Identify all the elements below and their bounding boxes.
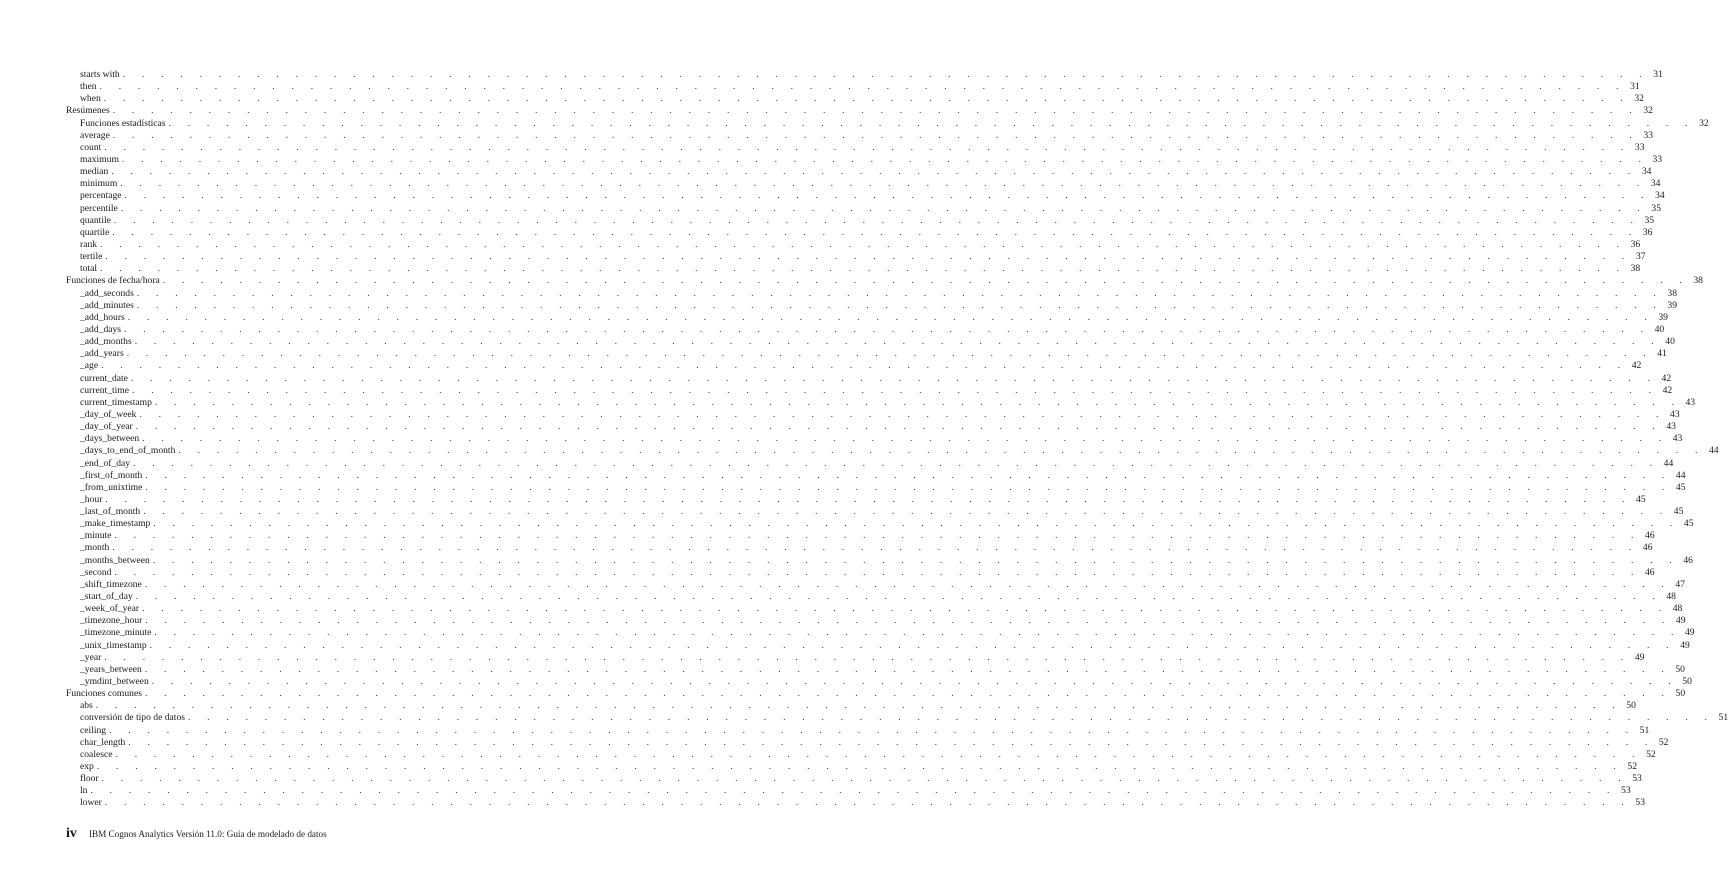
toc-entry[interactable] [66, 736, 1669, 749]
toc-leader-dots: . . . . . . . . . . . . . . . . . . . . . . . . . . . . . . . . . . . . . . . . . . . . . . . . . . . . . . . . . . . . . . . . . . . . . . . . . . . . . . . . [104, 651, 1631, 663]
toc-entry-page: 34 [1641, 166, 1652, 178]
toc-entry-label: _add_months [80, 336, 132, 348]
toc-leader-dots: . . . . . . . . . . . . . . . . . . . . . . . . . . . . . . . . . . . . . . . . . . . . . . . . . . . . . . . . . . . . . . . . . . . . . . . . . . . . . . . . [136, 287, 1663, 299]
toc-entry[interactable] [66, 238, 1641, 251]
toc-leader-dots: . . . . . . . . . . . . . . . . . . . . . . . . . . . . . . . . . . . . . . . . . . . . . . . . . . . . . . . . . . . . . . . . . . . . . . . . . . . . . . . . [142, 603, 1669, 615]
toc-entry-page: 49 [1680, 639, 1690, 651]
toc-entry[interactable] [66, 396, 1696, 409]
toc-leader-dots: . . . . . . . . . . . . . . . . . . . . . . . . . . . . . . . . . . . . . . . . . . . . . . . . . . . . . . . . . . . . . . . . . . . . . . . . . . . . . . . . [124, 190, 1651, 202]
toc-entry-label: when [80, 93, 101, 105]
toc-entry[interactable] [66, 190, 1665, 202]
toc-entry-label: minimum [80, 178, 118, 190]
toc-leader-dots: . . . . . . . . . . . . . . . . . . . . . . . . . . . . . . . . . . . . . . . . . . . . . . . . . . . . . . . . . . . . . . . . . . . . . . . . . . . . . . . . [112, 105, 1639, 117]
toc-entry-label: _month [80, 542, 110, 554]
toc-leader-dots: . . . . . . . . . . . . . . . . . . . . . . . . . . . . . . . . . . . . . . . . . . . . . . . . . . . . . . . . . . . . . . . . . . . . . . . . . . . . . . . . [90, 785, 1617, 797]
toc-entry[interactable] [66, 348, 1667, 360]
footer-title: IBM Cognos Analytics Versión 11.0: Guía de modelado de datos [88, 829, 327, 839]
toc-entry-label: _second [80, 566, 112, 578]
toc-entry-page: 31 [1653, 69, 1663, 80]
toc-entry-page: 36 [1642, 226, 1653, 238]
toc-entry-page: 45 [1635, 493, 1646, 505]
toc-entry[interactable] [66, 421, 1676, 433]
toc-entry[interactable] [66, 202, 1661, 215]
toc-entry-label: tertile [80, 251, 103, 263]
toc-entry[interactable] [66, 676, 1692, 688]
toc-entry-label: _ymdint_between [80, 676, 149, 688]
toc-leader-dots: . . . . . . . . . . . . . . . . . . . . . . . . . . . . . . . . . . . . . . . . . . . . . . . . . . . . . . . . . . . . . . . . . . . . . . . . . . . . . . . . [135, 591, 1662, 603]
toc-entry-page: 43 [1670, 408, 1680, 420]
toc-entry[interactable] [66, 178, 1661, 190]
toc-entry-page: 42 [1631, 360, 1642, 372]
toc-leader-dots: . . . . . . . . . . . . . . . . . . . . . . . . . . . . . . . . . . . . . . . . . . . . . . . . . . . . . . . . . . . . . . . . . . . . . . . . . . . . . . . . [144, 688, 1672, 700]
toc-leader-dots: . . . . . . . . . . . . . . . . . . . . . . . . . . . . . . . . . . . . . . . . . . . . . . . . . . . . . . . . . . . . . . . . . . . . . . . . . . . . . . . . [114, 566, 1641, 578]
toc-entry[interactable] [66, 748, 1656, 761]
toc-leader-dots: . . . . . . . . . . . . . . . . . . . . . . . . . . . . . . . . . . . . . . . . . . . . . . . . . . . . . . . . . . . . . . . . . . . . . . . . . . . . . . . . [145, 469, 1672, 481]
toc-entry[interactable] [66, 469, 1686, 482]
toc-leader-dots: . . . . . . . . . . . . . . . . . . . . . . . . . . . . . . . . . . . . . . . . . . . . . . . . . . . . . . . . . . . . . . . . . . . . . . . . . . . . . . . . [149, 639, 1676, 651]
toc-entry-label: rank [80, 238, 98, 250]
toc-entry[interactable] [66, 603, 1683, 615]
toc-entry-page: 48 [1666, 591, 1676, 603]
toc-leader-dots: . . . . . . . . . . . . . . . . . . . . . . . . . . . . . . . . . . . . . . . . . . . . . . . . . . . . . . . . . . . . . . . . . . . . . . . . . . . . . . . . [126, 348, 1653, 360]
toc-entry[interactable] [66, 299, 1677, 312]
toc-entry-label: exp [80, 761, 94, 773]
toc-entry-label: conversión de tipo de datos [80, 712, 185, 724]
toc-entry-label: abs [80, 700, 93, 712]
toc-entry-label: ln [80, 785, 88, 797]
toc-entry-label: char_length [80, 736, 126, 748]
toc-leader-dots: . . . . . . . . . . . . . . . . . . . . . . . . . . . . . . . . . . . . . . . . . . . . . . . . . . . . . . . . . . . . . . . . . . . . . . . . . . . . . . . . [153, 518, 1680, 530]
toc-entry-label: _add_hours [80, 311, 125, 323]
toc-entry[interactable] [66, 360, 1642, 372]
toc-entry[interactable] [66, 578, 1685, 591]
toc-entry-page: 43 [1672, 433, 1683, 445]
toc-leader-dots: . . . . . . . . . . . . . . . . . . . . . . . . . . . . . . . . . . . . . . . . . . . . . . . . . . . . . . . . . . . . . . . . . . . . . . . . . . . . . . . . [127, 311, 1654, 323]
toc-leader-dots: . . . . . . . . . . . . . . . . . . . . . . . . . . . . . . . . . . . . . . . . . . . . . . . . . . . . . . . . . . . . . . . . . . . . . . . . . . . . . . . . [120, 178, 1647, 190]
toc-entry-page: 38 [1630, 263, 1641, 275]
toc-entry[interactable] [66, 639, 1690, 652]
toc-entry[interactable] [66, 129, 1653, 142]
toc-leader-dots: . . . . . . . . . . . . . . . . . . . . . . . . . . . . . . . . . . . . . . . . . . . . . . . . . . . . . . . . . . . . . . . . . . . . . . . . . . . . . . . . [145, 615, 1672, 627]
page-footer [66, 826, 327, 842]
toc-leader-dots: . . . . . . . . . . . . . . . . . . . . . . . . . . . . . . . . . . . . . . . . . . . . . . . . . . . . . . . . . . . . . . . . . . . . . . . . . . . . . . . . [104, 797, 1631, 809]
toc-entry-page: 31 [1630, 81, 1640, 93]
toc-entry[interactable] [66, 700, 1636, 712]
toc-leader-dots: . . . . . . . . . . . . . . . . . . . . . . . . . . . . . . . . . . . . . . . . . . . . . . . . . . . . . . . . . . . . . . . . . . . . . . . . . . . . . . . . [135, 421, 1662, 433]
toc-entry[interactable] [66, 105, 1653, 117]
toc-entry[interactable] [66, 226, 1653, 239]
toc-entry[interactable] [66, 214, 1655, 227]
toc-entry[interactable] [66, 336, 1675, 348]
toc-entry-page: 50 [1675, 688, 1686, 700]
toc-entry-label: _add_days [80, 323, 122, 335]
toc-entry-page: 42 [1661, 372, 1672, 384]
toc-entry-page: 52 [1646, 748, 1656, 760]
toc-entry-label: ceiling [80, 724, 107, 736]
toc-entry-page: 43 [1666, 421, 1676, 433]
toc-leader-dots: . . . . . . . . . . . . . . . . . . . . . . . . . . . . . . . . . . . . . . . . . . . . . . . . . . . . . . . . . . . . . . . . . . . . . . . . . . . . . . . . [152, 554, 1679, 566]
toc-entry[interactable] [66, 493, 1646, 506]
toc-entry-label: _make_timestamp [80, 518, 151, 530]
toc-leader-dots: . . . . . . . . . . . . . . . . . . . . . . . . . . . . . . . . . . . . . . . . . . . . . . . . . . . . . . . . . . . . . . . . . . . . . . . . . . . . . . . . [144, 663, 1671, 675]
toc-entry-label: maximum [80, 153, 119, 165]
toc-entry[interactable] [66, 384, 1673, 397]
toc-entry-page: 46 [1642, 542, 1653, 554]
toc-entry[interactable] [66, 627, 1695, 639]
toc-entry-label: _week_of_year [80, 603, 140, 615]
toc-entry-page: 40 [1665, 336, 1675, 348]
toc-leader-dots: . . . . . . . . . . . . . . . . . . . . . . . . . . . . . . . . . . . . . . . . . . . . . . . . . . . . . . . . . . . . . . . . . . . . . . . . . . . . . . . . [124, 323, 1651, 335]
toc-entry-page: 53 [1632, 773, 1642, 785]
toc-entry[interactable] [66, 724, 1650, 737]
toc-entry-page: 49 [1675, 615, 1686, 627]
page-number: iv [66, 826, 77, 841]
toc-entry-label: _days_to_end_of_month [80, 445, 176, 457]
toc-entry-label: starts with [80, 69, 120, 80]
toc-entry-label: _start_of_day [80, 591, 133, 603]
toc-entry-label: _add_minutes [80, 299, 134, 311]
toc-entry-label: _last_of_month [80, 506, 141, 518]
toc-entry-page: 33 [1643, 129, 1653, 141]
toc-entry-label: current_timestamp [80, 396, 152, 408]
toc-leader-dots: . . . . . . . . . . . . . . . . . . . . . . . . . . . . . . . . . . . . . . . . . . . . . . . . . . . . . . . . . . . . . . . . . . . . . . . . . . . . . . . . [151, 676, 1678, 688]
toc-entry-page: 53 [1621, 785, 1631, 797]
toc-entry[interactable] [66, 773, 1642, 785]
toc-entry[interactable] [66, 408, 1680, 421]
toc-entry[interactable] [66, 263, 1641, 275]
toc-leader-dots: . . . . . . . . . . . . . . . . . . . . . . . . . . . . . . . . . . . . . . . . . . . . . . . . . . . . . . . . . . . . . . . . . . . . . . . . . . . . . . . . [162, 275, 1689, 287]
toc-entry[interactable] [66, 506, 1684, 518]
toc-entry[interactable] [66, 797, 1645, 809]
toc-leader-dots: . . . . . . . . . . . . . . . . . . . . . . . . . . . . . . . . . . . . . . . . . . . . . . . . . . . . . . . . . . . . . . . . . . . . . . . . . . . . . . . . [105, 493, 1632, 505]
toc-entry[interactable] [66, 81, 1640, 93]
toc-entry-label: _hour [80, 493, 103, 505]
toc-entry-label: _from_unixtime [80, 481, 143, 493]
toc-entry-page: 33 [1634, 141, 1645, 153]
toc-leader-dots: . . . . . . . . . . . . . . . . . . . . . . . . . . . . . . . . . . . . . . . . . . . . . . . . . . . . . . . . . . . . . . . . . . . . . . . . . . . . . . . . [154, 396, 1682, 408]
toc-entry-label: quartile [80, 226, 110, 238]
toc-entry-label: percentile [80, 202, 118, 214]
toc-entry-page: 36 [1630, 238, 1641, 250]
toc-leader-dots: . . . . . . . . . . . . . . . . . . . . . . . . . . . . . . . . . . . . . . . . . . . . . . . . . . . . . . . . . . . . . . . . . . . . . . . . . . . . . . . . [101, 773, 1628, 785]
toc-leader-dots: . . . . . . . . . . . . . . . . . . . . . . . . . . . . . . . . . . . . . . . . . . . . . . . . . . . . . . . . . . . . . . . . . . . . . . . . . . . . . . . . [109, 724, 1636, 736]
toc-entry[interactable] [66, 785, 1631, 797]
toc-leader-dots: . . . . . . . . . . . . . . . . . . . . . . . . . . . . . . . . . . . . . . . . . . . . . . . . . . . . . . . . . . . . . . . . . . . . . . . . . . . . . . . . [154, 627, 1681, 639]
toc-entry-label: Funciones estadísticas [80, 117, 166, 129]
toc-leader-dots: . . . . . . . . . . . . . . . . . . . . . . . . . . . . . . . . . . . . . . . . . . . . . . . . . . . . . . . . . . . . . . . . . . . . . . . . . . . . . . . . [143, 506, 1670, 518]
toc-entry-page: 38 [1667, 287, 1677, 299]
toc-leader-dots: . . . . . . . . . . . . . . . . . . . . . . . . . . . . . . . . . . . . . . . . . . . . . . . . . . . . . . . . . . . . . . . . . . . . . . . . . . . . . . . . [104, 141, 1631, 153]
toc-entry[interactable] [66, 251, 1646, 263]
toc-entry-page: 46 [1645, 566, 1655, 578]
toc-entry-page: 41 [1657, 348, 1667, 360]
toc-entry[interactable] [66, 141, 1645, 154]
toc-entry[interactable] [66, 93, 1644, 105]
toc-entry-page: 35 [1644, 214, 1655, 226]
toc-leader-dots: . . . . . . . . . . . . . . . . . . . . . . . . . . . . . . . . . . . . . . . . . . . . . . . . . . . . . . . . . . . . . . . . . . . . . . . . . . . . . . . . [100, 263, 1627, 275]
toc-entry-label: _minute [80, 530, 112, 542]
toc-entry-page: 49 [1684, 627, 1695, 639]
toc-entry-page: 45 [1675, 481, 1686, 493]
toc-entry-label: average [80, 129, 110, 141]
toc-entry[interactable] [66, 591, 1676, 603]
toc-entry-page: 32 [1699, 117, 1709, 129]
toc-entry-label: _age [80, 360, 99, 372]
toc-entry-label: _end_of_day [80, 457, 131, 469]
toc-entry[interactable] [66, 311, 1668, 324]
toc-entry[interactable] [66, 542, 1653, 554]
toc-entry[interactable] [66, 275, 1703, 287]
toc-entry[interactable] [66, 481, 1686, 494]
toc-entry-label: quantile [80, 214, 111, 226]
toc-entry-label: _add_years [80, 348, 124, 360]
toc-entry-page: 37 [1635, 251, 1646, 263]
toc-entry-label: _unix_timestamp [80, 639, 147, 651]
toc-entry-label: _months_between [80, 554, 150, 566]
toc-entry-label: coalesce [80, 748, 113, 760]
toc-entry-label: _year [80, 651, 102, 663]
toc-entry-label: _first_of_month [80, 469, 143, 481]
toc-leader-dots: . . . . . . . . . . . . . . . . . . . . . . . . . . . . . . . . . . . . . . . . . . . . . . . . . . . . . . . . . . . . . . . . . . . . . . . . . . . . . . . . [168, 117, 1695, 129]
toc-entry-label: _day_of_week [80, 408, 137, 420]
toc-leader-dots: . . . . . . . . . . . . . . . . . . . . . . . . . . . . . . . . . . . . . . . . . . . . . . . . . . . . . . . . . . . . . . . . . . . . . . . . . . . . . . . . [112, 226, 1639, 238]
toc-entry-page: 32 [1643, 105, 1653, 117]
toc-entry-label: _timezone_minute [80, 627, 152, 639]
toc-entry[interactable] [66, 445, 1719, 457]
toc-entry-page: 50 [1675, 663, 1685, 675]
toc-entry-page: 52 [1658, 736, 1669, 748]
toc-entry-label: _add_seconds [80, 287, 134, 299]
toc-leader-dots: . . . . . . . . . . . . . . . . . . . . . . . . . . . . . . . . . . . . . . . . . . . . . . . . . . . . . . . . . . . . . . . . . . . . . . . . . . . . . . . . [96, 761, 1624, 773]
toc-leader-dots: . . . . . . . . . . . . . . . . . . . . . . . . . . . . . . . . . . . . . . . . . . . . . . . . . . . . . . . . . . . . . . . . . . . . . . . . . . . . . . . . [113, 214, 1641, 226]
toc-leader-dots: . . . . . . . . . . . . . . . . . . . . . . . . . . . . . . . . . . . . . . . . . . . . . . . . . . . . . . . . . . . . . . . . . . . . . . . . . . . . . . . . [112, 129, 1639, 141]
toc-entry[interactable] [66, 518, 1694, 530]
toc-entry-page: 52 [1627, 761, 1638, 773]
toc-entry[interactable] [66, 566, 1655, 579]
toc-entry-label: total [80, 263, 98, 275]
toc-leader-dots: . . . . . . . . . . . . . . . . . . . . . . . . . . . . . . . . . . . . . . . . . . . . . . . . . . . . . . . . . . . . . . . . . . . . . . . . . . . . . . . . [99, 81, 1626, 93]
toc-entry-label: then [80, 81, 97, 93]
toc-entry[interactable] [66, 761, 1638, 773]
toc-leader-dots: . . . . . . . . . . . . . . . . . . . . . . . . . . . . . . . . . . . . . . . . . . . . . . . . . . . . . . . . . . . . . . . . . . . . . . . . . . . . . . . . [142, 433, 1669, 445]
toc-entry[interactable] [66, 69, 1663, 81]
toc-entry-page: 43 [1685, 396, 1696, 408]
toc-entry[interactable] [66, 554, 1693, 567]
toc-entry[interactable] [66, 663, 1685, 676]
toc-entry-page: 45 [1673, 506, 1684, 518]
toc-entry[interactable] [66, 287, 1677, 300]
toc-entry-page: 47 [1675, 578, 1685, 590]
toc-entry-page: 33 [1652, 153, 1663, 165]
toc-entry-page: 50 [1626, 700, 1636, 712]
toc-entry-page: 48 [1672, 603, 1683, 615]
toc-leader-dots: . . . . . . . . . . . . . . . . . . . . . . . . . . . . . . . . . . . . . . . . . . . . . . . . . . . . . . . . . . . . . . . . . . . . . . . . . . . . . . . . [112, 542, 1639, 554]
toc-leader-dots: . . . . . . . . . . . . . . . . . . . . . . . . . . . . . . . . . . . . . . . . . . . . . . . . . . . . . . . . . . . . . . . . . . . . . . . . . . . . . . . . [133, 457, 1660, 469]
toc-entry-page: 50 [1682, 676, 1692, 688]
toc-entry-page: 38 [1693, 275, 1703, 287]
toc-entry-page: 42 [1662, 384, 1673, 396]
toc-entry-page: 51 [1718, 712, 1728, 724]
toc-entry-page: 45 [1683, 518, 1694, 530]
toc-entry-label: current_time [80, 384, 130, 396]
toc-leader-dots: . . . . . . . . . . . . . . . . . . . . . . . . . . . . . . . . . . . . . . . . . . . . . . . . . . . . . . . . . . . . . . . . . . . . . . . . . . . . . . . . [100, 238, 1627, 250]
toc-leader-dots: . . . . . . . . . . . . . . . . . . . . . . . . . . . . . . . . . . . . . . . . . . . . . . . . . . . . . . . . . . . . . . . . . . . . . . . . . . . . . . . . [105, 251, 1632, 263]
toc-leader-dots: . . . . . . . . . . . . . . . . . . . . . . . . . . . . . . . . . . . . . . . . . . . . . . . . . . . . . . . . . . . . . . . . . . . . . . . . . . . . . . . . [128, 736, 1655, 748]
toc-entry-page: 39 [1658, 311, 1668, 323]
toc-entry[interactable] [66, 651, 1645, 664]
toc-entry[interactable] [66, 712, 1728, 724]
toc-entry-page: 51 [1639, 724, 1650, 736]
toc-leader-dots: . . . . . . . . . . . . . . . . . . . . . . . . . . . . . . . . . . . . . . . . . . . . . . . . . . . . . . . . . . . . . . . . . . . . . . . . . . . . . . . . [134, 336, 1661, 348]
toc-leader-dots: . . . . . . . . . . . . . . . . . . . . . . . . . . . . . . . . . . . . . . . . . . . . . . . . . . . . . . . . . . . . . . . . . . . . . . . . . . . . . . . . [145, 481, 1672, 493]
toc-entry-page: 46 [1683, 554, 1693, 566]
toc-entry-page: 34 [1655, 190, 1665, 202]
toc-leader-dots: . . . . . . . . . . . . . . . . . . . . . . . . . . . . . . . . . . . . . . . . . . . . . . . . . . . . . . . . . . . . . . . . . . . . . . . . . . . . . . . . [103, 93, 1630, 105]
toc-entry[interactable] [66, 166, 1652, 178]
toc-leader-dots: . . . . . . . . . . . . . . . . . . . . . . . . . . . . . . . . . . . . . . . . . . . . . . . . . . . . . . . . . . . . . . . . . . . . . . . . . . . . . . . . [120, 202, 1647, 214]
toc-entry-label: _day_of_year [80, 421, 133, 433]
toc-leader-dots: . . . . . . . . . . . . . . . . . . . . . . . . . . . . . . . . . . . . . . . . . . . . . . . . . . . . . . . . . . . . . . . . . . . . . . . . . . . . . . . . [144, 578, 1671, 590]
toc-entry[interactable] [66, 457, 1674, 470]
toc-entry-page: 53 [1635, 797, 1645, 809]
toc-entry[interactable] [66, 688, 1686, 700]
toc-leader-dots: . . . . . . . . . . . . . . . . . . . . . . . . . . . . . . . . . . . . . . . . . . . . . . . . . . . . . . . . . . . . . . . . . . . . . . . . . . . . . . . . [132, 384, 1659, 396]
toc-entry-label: percentage [80, 190, 122, 202]
toc-entry[interactable] [66, 323, 1665, 336]
toc-leader-dots: . . . . . . . . . . . . . . . . . . . . . . . . . . . . . . . . . . . . . . . . . . . . . . . . . . . . . . . . . . . . . . . . . . . . . . . . . . . . . . . . [114, 530, 1641, 542]
toc-entry-page: 46 [1645, 530, 1655, 542]
toc-entry[interactable] [66, 615, 1686, 627]
toc-entry[interactable] [66, 153, 1663, 166]
toc-leader-dots: . . . . . . . . . . . . . . . . . . . . . . . . . . . . . . . . . . . . . . . . . . . . . . . . . . . . . . . . . . . . . . . . . . . . . . . . . . . . . . . . [115, 748, 1642, 760]
toc-entry-page: 49 [1634, 651, 1645, 663]
toc-entry-label: _shift_timezone [80, 578, 142, 590]
toc-entry[interactable] [66, 433, 1683, 445]
toc-entry-label: lower [80, 797, 102, 809]
toc-entry-label: Funciones comunes [66, 688, 142, 700]
toc-leader-dots: . . . . . . . . . . . . . . . . . . . . . . . . . . . . . . . . . . . . . . . . . . . . . . . . . . . . . . . . . . . . . . . . . . . . . . . . . . . . . . . . [130, 372, 1658, 384]
toc-entry-page: 35 [1651, 202, 1661, 214]
toc-entry-label: current_date [80, 372, 128, 384]
toc-entry-label: _timezone_hour [80, 615, 143, 627]
toc-entry-label: median [80, 166, 109, 178]
toc-entry-page: 40 [1654, 323, 1665, 335]
toc-entry-page: 44 [1675, 469, 1686, 481]
toc-leader-dots: . . . . . . . . . . . . . . . . . . . . . . . . . . . . . . . . . . . . . . . . . . . . . . . . . . . . . . . . . . . . . . . . . . . . . . . . . . . . . . . . [101, 360, 1628, 372]
toc-entry-page: 39 [1667, 299, 1677, 311]
toc-entry-page: 32 [1634, 93, 1644, 105]
toc-entry[interactable] [66, 117, 1709, 130]
toc-entry-page: 34 [1650, 178, 1661, 190]
toc-entry[interactable] [66, 530, 1655, 542]
toc-leader-dots: . . . . . . . . . . . . . . . . . . . . . . . . . . . . . . . . . . . . . . . . . . . . . . . . . . . . . . . . . . . . . . . . . . . . . . . . . . . . . . . . [111, 166, 1638, 178]
toc-entry-label: Resúmenes [66, 105, 110, 117]
table-of-contents [66, 69, 1728, 810]
toc-entry[interactable] [66, 372, 1672, 385]
toc-entry-page: 44 [1708, 445, 1719, 457]
toc-leader-dots: . . . . . . . . . . . . . . . . . . . . . . . . . . . . . . . . . . . . . . . . . . . . . . . . . . . . . . . . . . . . . . . . . . . . . . . . . . . . . . . . [139, 408, 1666, 420]
toc-leader-dots: . . . . . . . . . . . . . . . . . . . . . . . . . . . . . . . . . . . . . . . . . . . . . . . . . . . . . . . . . . . . . . . . . . . . . . . . . . . . . . . . [178, 445, 1705, 457]
toc-entry-label: floor [80, 773, 99, 785]
toc-entry-label: _years_between [80, 663, 142, 675]
toc-entry-page: 44 [1663, 457, 1674, 469]
toc-leader-dots: . . . . . . . . . . . . . . . . . . . . . . . . . . . . . . . . . . . . . . . . . . . . . . . . . . . . . . . . . . . . . . . . . . . . . . . . . . . . . . . . [121, 153, 1649, 165]
toc-entry-label: Funciones de fecha/hora [66, 275, 160, 287]
toc-leader-dots: . . . . . . . . . . . . . . . . . . . . . . . . . . . . . . . . . . . . . . . . . . . . . . . . . . . . . . . . . . . . . . . . . . . . . . . . . . . . . . . . [187, 712, 1715, 724]
toc-entry-label: count [80, 141, 102, 153]
toc-leader-dots: . . . . . . . . . . . . . . . . . . . . . . . . . . . . . . . . . . . . . . . . . . . . . . . . . . . . . . . . . . . . . . . . . . . . . . . . . . . . . . . . [122, 69, 1649, 80]
toc-leader-dots: . . . . . . . . . . . . . . . . . . . . . . . . . . . . . . . . . . . . . . . . . . . . . . . . . . . . . . . . . . . . . . . . . . . . . . . . . . . . . . . . [95, 700, 1622, 712]
toc-leader-dots: . . . . . . . . . . . . . . . . . . . . . . . . . . . . . . . . . . . . . . . . . . . . . . . . . . . . . . . . . . . . . . . . . . . . . . . . . . . . . . . . [136, 299, 1663, 311]
toc-entry-label: _days_between [80, 433, 140, 445]
